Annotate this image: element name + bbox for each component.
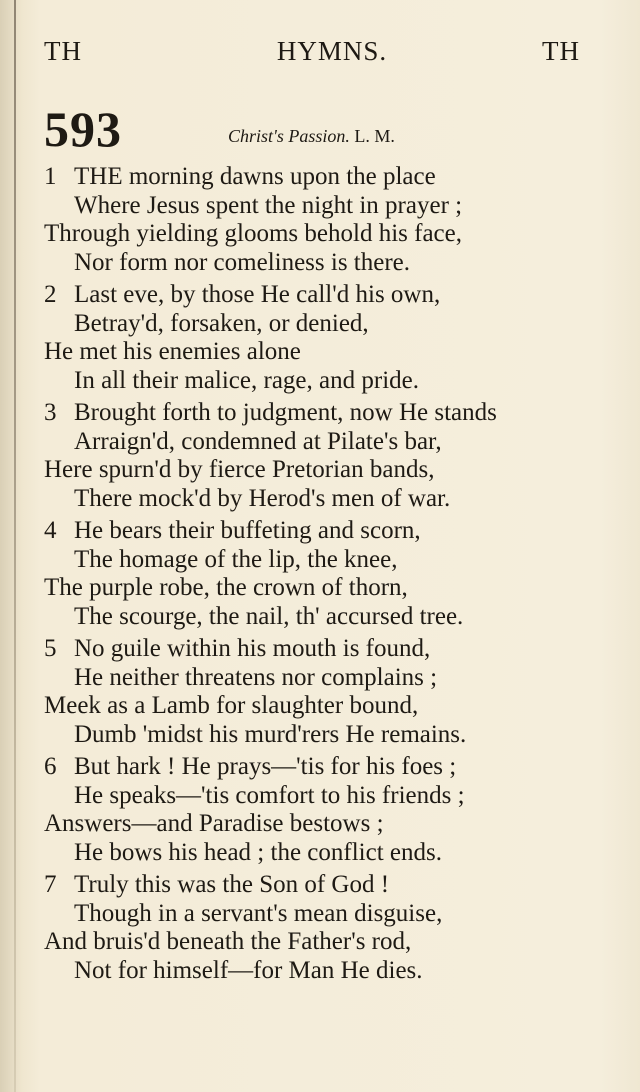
verse-text: He speaks—'tis comfort to his friends ; xyxy=(74,781,465,809)
verse-text: Dumb 'midst his murd'rers He remains. xyxy=(74,720,467,748)
stanza-number: 7 xyxy=(44,871,57,898)
verse-line xyxy=(44,163,604,192)
verse-text: Last eve, by those He call'd his own, xyxy=(74,281,441,308)
verse-text: Arraign'd, condemned at Pilate's bar, xyxy=(74,427,442,455)
hymn-meter: L. M. xyxy=(354,126,395,146)
verse-line xyxy=(44,517,604,546)
verse-text: Where Jesus spent the night in prayer ; xyxy=(74,191,463,219)
header-right: TH xyxy=(542,36,580,66)
verse-line xyxy=(44,871,604,900)
verse-line xyxy=(44,574,604,603)
verse-text: Brought forth to judgment, now He stands xyxy=(74,399,497,426)
stanza-number: 4 xyxy=(44,517,57,544)
stanza-number: 3 xyxy=(44,399,57,426)
verse-text: The purple robe, the crown of thorn, xyxy=(44,574,408,601)
header-left: TH xyxy=(44,36,82,66)
header-center: HYMNS. xyxy=(276,36,388,66)
verse-text: THE morning dawns upon the place xyxy=(74,163,436,190)
binding-gutter xyxy=(14,0,16,1092)
verse-line xyxy=(44,721,604,750)
stanza xyxy=(44,163,604,277)
verse-text: Through yielding glooms behold his face, xyxy=(44,220,462,247)
verse-line xyxy=(44,220,604,249)
verse-text: No guile within his mouth is found, xyxy=(74,635,431,662)
verse-line xyxy=(44,635,604,664)
hymn-number: 593 xyxy=(44,101,122,157)
stanza-number: 6 xyxy=(44,753,57,780)
verse-line xyxy=(44,692,604,721)
hymn-title: Christ's Passion. xyxy=(228,126,350,146)
verse-text: He neither threatens nor complains ; xyxy=(74,663,438,691)
verse-text: He bows his head ; the conflict ends. xyxy=(74,838,442,866)
stanza xyxy=(44,871,604,985)
verse-text: The homage of the lip, the knee, xyxy=(74,545,398,573)
verse-text: He met his enemies alone xyxy=(44,338,301,365)
verse-text: Nor form nor comeliness is there. xyxy=(74,248,411,276)
hymn-title-row xyxy=(44,101,580,160)
verse-line xyxy=(44,281,604,310)
verse-line xyxy=(44,428,604,457)
hymn-subtitle xyxy=(228,126,395,147)
verse-line xyxy=(44,957,604,986)
verse-text: Answers—and Paradise bestows ; xyxy=(44,810,384,837)
verse-line xyxy=(44,928,604,957)
verse-line xyxy=(44,810,604,839)
verse-line xyxy=(44,310,604,339)
stanza-number: 2 xyxy=(44,281,57,308)
verse-text: Here spurn'd by fierce Pretorian bands, xyxy=(44,456,435,483)
verse-line xyxy=(44,399,604,428)
verse-line xyxy=(44,367,604,396)
running-header xyxy=(44,36,580,70)
stanza xyxy=(44,399,604,513)
verse-line xyxy=(44,546,604,575)
stanza xyxy=(44,517,604,631)
stanza-number: 1 xyxy=(44,163,57,190)
verse-line xyxy=(44,603,604,632)
verse-line xyxy=(44,900,604,929)
verse-line xyxy=(44,753,604,782)
verse-text: But hark ! He prays—'tis for his foes ; xyxy=(74,753,457,780)
verse-text: Not for himself—for Man He dies. xyxy=(74,956,423,984)
verse-text: There mock'd by Herod's men of war. xyxy=(74,484,451,512)
verse-line xyxy=(44,192,604,221)
verse-text: Betray'd, forsaken, or denied, xyxy=(74,309,369,337)
stanza xyxy=(44,635,604,749)
verse-line xyxy=(44,664,604,693)
verse-text: And bruis'd beneath the Father's rod, xyxy=(44,928,412,955)
stanza xyxy=(44,281,604,395)
verse-line xyxy=(44,782,604,811)
verse-text: The scourge, the nail, th' accursed tree. xyxy=(74,602,464,630)
verse-line xyxy=(44,338,604,367)
verse-text: Though in a servant's mean disguise, xyxy=(74,899,443,927)
verse-text: Truly this was the Son of God ! xyxy=(74,871,390,898)
verse-text: In all their malice, rage, and pride. xyxy=(74,366,419,394)
verse-text: Meek as a Lamb for slaughter bound, xyxy=(44,692,419,719)
verse-line xyxy=(44,839,604,868)
verse-line xyxy=(44,456,604,485)
verse-text: He bears their buffeting and scorn, xyxy=(74,517,421,544)
stanza xyxy=(44,753,604,867)
verse-line xyxy=(44,249,604,278)
stanza-list xyxy=(44,163,604,989)
stanza-number: 5 xyxy=(44,635,57,662)
verse-line xyxy=(44,485,604,514)
